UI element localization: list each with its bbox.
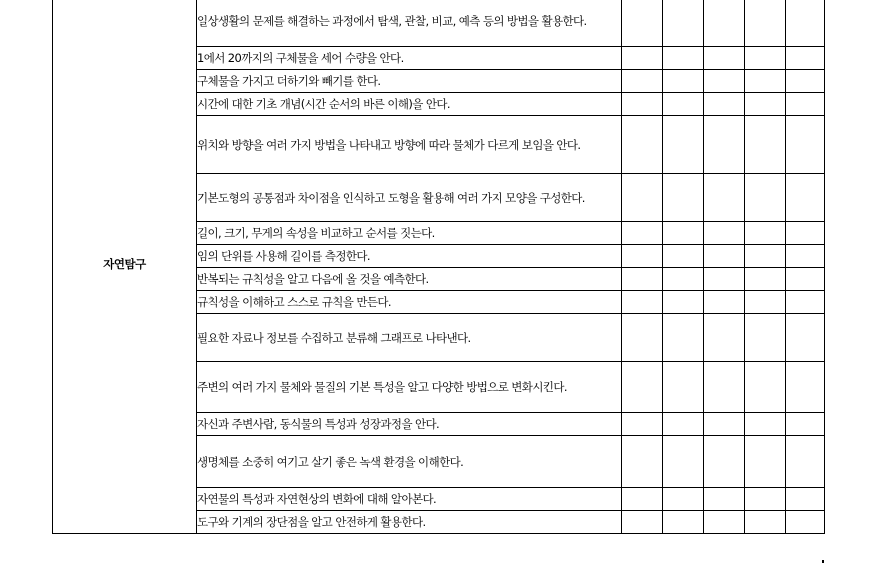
item-cell: 위치와 방향을 여러 가지 방법을 나타내고 방향에 따라 물체가 다르게 보임을 안다. [197,116,622,174]
check-cell [704,488,745,511]
check-cell [745,174,786,222]
check-cell [745,314,786,362]
check-cell [663,314,704,362]
check-cell [663,488,704,511]
check-cell [786,488,825,511]
item-cell: 길이, 크기, 무게의 속성을 비교하고 순서를 짓는다. [197,222,622,245]
check-cell [622,0,663,47]
check-cell [663,116,704,174]
check-cell [622,436,663,488]
check-cell [704,511,745,534]
check-cell [745,93,786,116]
check-cell [786,116,825,174]
check-cell [704,245,745,268]
check-cell [786,511,825,534]
check-cell [663,362,704,413]
item-cell: 자연물의 특성과 자연현상의 변화에 대해 알아본다. [197,488,622,511]
check-cell [622,174,663,222]
check-cell [745,47,786,70]
check-cell [704,0,745,47]
check-cell [704,47,745,70]
check-cell [663,413,704,436]
checklist-table [52,0,825,534]
check-cell [745,70,786,93]
stray-mark [822,560,824,563]
check-cell [622,511,663,534]
check-cell [745,222,786,245]
check-cell [622,47,663,70]
item-cell: 규칙성을 이해하고 스스로 규칙을 만든다. [197,291,622,314]
check-cell [663,47,704,70]
check-cell [663,174,704,222]
check-cell [786,93,825,116]
item-cell: 1에서 20까지의 구체물을 세어 수량을 안다. [197,47,622,70]
check-cell [704,70,745,93]
check-cell [663,511,704,534]
check-cell [786,314,825,362]
check-cell [704,314,745,362]
check-cell [745,413,786,436]
check-cell [786,362,825,413]
item-cell: 임의 단위를 사용해 길이를 측정한다. [197,245,622,268]
check-cell [786,70,825,93]
item-cell: 시간에 대한 기초 개념(시간 순서의 바른 이해)을 안다. [197,93,622,116]
table-row [53,0,825,47]
check-cell [663,0,704,47]
check-cell [786,291,825,314]
item-cell: 구체물을 가지고 더하기와 빼기를 한다. [197,70,622,93]
check-cell [745,436,786,488]
check-cell [622,245,663,268]
check-cell [704,222,745,245]
check-cell [704,436,745,488]
check-cell [745,268,786,291]
item-cell: 도구와 기계의 장단점을 알고 안전하게 활용한다. [197,511,622,534]
check-cell [786,222,825,245]
check-cell [786,268,825,291]
check-cell [663,291,704,314]
check-cell [622,413,663,436]
check-cell [622,70,663,93]
check-cell [704,362,745,413]
item-cell: 일상생활의 문제를 해결하는 과정에서 탐색, 관찰, 비교, 예측 등의 방법을 활용한다. [197,0,622,47]
check-cell [745,116,786,174]
check-cell [663,93,704,116]
check-cell [622,116,663,174]
check-cell [745,245,786,268]
check-cell [704,93,745,116]
check-cell [622,291,663,314]
check-cell [704,268,745,291]
check-cell [663,268,704,291]
category-cell: 자연탐구 [53,0,197,534]
check-cell [663,245,704,268]
check-cell [704,116,745,174]
item-cell: 생명체를 소중히 여기고 살기 좋은 녹색 환경을 이해한다. [197,436,622,488]
item-cell: 필요한 자료나 정보를 수집하고 분류해 그래프로 나타낸다. [197,314,622,362]
check-cell [704,174,745,222]
check-cell [786,245,825,268]
item-cell: 자신과 주변사람, 동식물의 특성과 성장과정을 안다. [197,413,622,436]
check-cell [622,93,663,116]
check-cell [622,314,663,362]
check-cell [622,488,663,511]
check-cell [704,291,745,314]
check-cell [745,362,786,413]
check-cell [786,174,825,222]
check-cell [745,511,786,534]
item-cell: 반복되는 규칙성을 알고 다음에 올 것을 예측한다. [197,268,622,291]
item-cell: 주변의 여러 가지 물체와 물질의 기본 특성을 알고 다양한 방법으로 변화시킨다. [197,362,622,413]
check-cell [745,0,786,47]
check-cell [745,291,786,314]
check-cell [786,0,825,47]
check-cell [622,268,663,291]
check-cell [786,47,825,70]
check-cell [786,413,825,436]
check-cell [663,70,704,93]
check-cell [786,436,825,488]
check-cell [622,222,663,245]
check-cell [663,222,704,245]
check-cell [663,436,704,488]
check-cell [704,413,745,436]
check-cell [745,488,786,511]
item-cell: 기본도형의 공통점과 차이점을 인식하고 도형을 활용해 여러 가지 모양을 구성한다. [197,174,622,222]
check-cell [622,362,663,413]
